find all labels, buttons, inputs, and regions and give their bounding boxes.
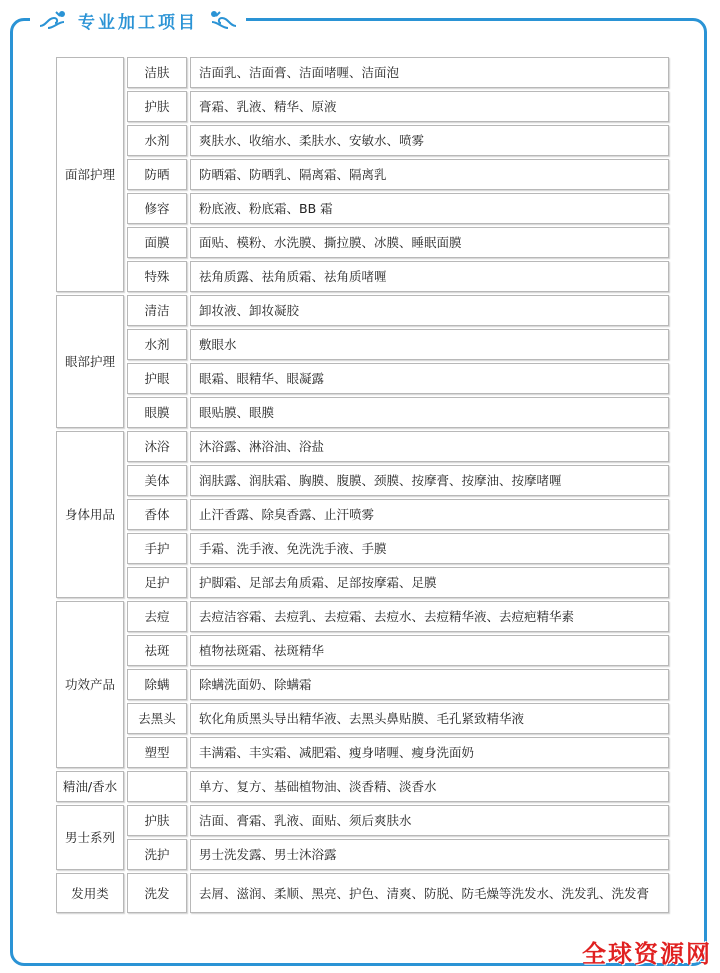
items-cell: 丰满霜、丰实霜、减肥霜、瘦身啫喱、瘦身洗面奶 (190, 737, 669, 768)
table-row (56, 805, 669, 836)
table-row (56, 431, 669, 462)
site-watermark: 全球资源网 (582, 940, 712, 968)
category-cell: 面部护理 (56, 57, 124, 292)
items-cell: 眼霜、眼精华、眼凝露 (190, 363, 669, 394)
section-header (30, 6, 246, 34)
table-row (56, 227, 669, 258)
subcategory-cell: 洗护 (127, 839, 187, 870)
subcategory-cell: 洁肤 (127, 57, 187, 88)
subcategory-cell: 修容 (127, 193, 187, 224)
table-row (56, 397, 669, 428)
items-cell: 洁面、膏霜、乳液、面贴、须后爽肤水 (190, 805, 669, 836)
subcategory-cell: 护眼 (127, 363, 187, 394)
items-cell: 粉底液、粉底霜、BB 霜 (190, 193, 669, 224)
table-row (56, 57, 669, 88)
table-row (56, 601, 669, 632)
table-row (56, 635, 669, 666)
items-cell: 单方、复方、基础植物油、淡香精、淡香水 (190, 771, 669, 802)
items-cell: 面贴、模粉、水洗膜、撕拉膜、冰膜、睡眠面膜 (190, 227, 669, 258)
category-cell: 身体用品 (56, 431, 124, 598)
table-row (56, 465, 669, 496)
table-row (56, 295, 669, 326)
table-row (56, 193, 669, 224)
subcategory-cell: 防晒 (127, 159, 187, 190)
items-cell: 卸妆液、卸妆凝胶 (190, 295, 669, 326)
subcategory-cell: 水剂 (127, 329, 187, 360)
subcategory-cell: 去黑头 (127, 703, 187, 734)
subcategory-cell: 手护 (127, 533, 187, 564)
items-cell: 润肤露、润肤霜、胸膜、腹膜、颈膜、按摩膏、按摩油、按摩啫喱 (190, 465, 669, 496)
table-row (56, 533, 669, 564)
swirl-ornament-icon (38, 8, 68, 32)
subcategory-cell: 去痘 (127, 601, 187, 632)
table-row (56, 567, 669, 598)
table-row (56, 125, 669, 156)
items-cell: 止汗香露、除臭香露、止汗喷雾 (190, 499, 669, 530)
category-cell: 男士系列 (56, 805, 124, 870)
items-cell: 祛角质露、祛角质霜、祛角质啫喱 (190, 261, 669, 292)
category-cell: 发用类 (56, 873, 124, 913)
table-row (56, 329, 669, 360)
subcategory-cell: 护肤 (127, 91, 187, 122)
items-cell: 去痘洁容霜、去痘乳、去痘霜、去痘水、去痘精华液、去痘疤精华素 (190, 601, 669, 632)
subcategory-cell: 洗发 (127, 873, 187, 913)
table-row (56, 261, 669, 292)
subcategory-cell: 沐浴 (127, 431, 187, 462)
processing-items-table-wrap (53, 54, 672, 916)
subcategory-cell: 香体 (127, 499, 187, 530)
subcategory-cell: 美体 (127, 465, 187, 496)
subcategory-cell: 水剂 (127, 125, 187, 156)
table-row (56, 771, 669, 802)
subcategory-cell: 祛斑 (127, 635, 187, 666)
table-row (56, 91, 669, 122)
items-cell: 护脚霜、足部去角质霜、足部按摩霜、足膜 (190, 567, 669, 598)
items-cell: 男士洗发露、男士沐浴露 (190, 839, 669, 870)
subcategory-cell: 特殊 (127, 261, 187, 292)
subcategory-cell: 除螨 (127, 669, 187, 700)
items-cell: 除螨洗面奶、除螨霜 (190, 669, 669, 700)
items-cell: 膏霜、乳液、精华、原液 (190, 91, 669, 122)
items-cell: 洁面乳、洁面膏、洁面啫喱、洁面泡 (190, 57, 669, 88)
subcategory-cell: 足护 (127, 567, 187, 598)
subcategory-cell: 塑型 (127, 737, 187, 768)
category-cell: 眼部护理 (56, 295, 124, 428)
items-cell: 植物祛斑霜、祛斑精华 (190, 635, 669, 666)
items-cell: 防晒霜、防晒乳、隔离霜、隔离乳 (190, 159, 669, 190)
table-row (56, 703, 669, 734)
subcategory-cell: 护肤 (127, 805, 187, 836)
page-title: 专业加工项目 (78, 12, 198, 33)
subcategory-cell: 清洁 (127, 295, 187, 326)
table-row (56, 873, 669, 913)
table-row (56, 839, 669, 870)
table-row (56, 159, 669, 190)
items-cell: 去屑、滋润、柔顺、黑亮、护色、清爽、防脱、防毛燥等洗发水、洗发乳、洗发膏 (190, 873, 669, 913)
items-cell: 敷眼水 (190, 329, 669, 360)
items-cell: 软化角质黑头导出精华液、去黑头鼻贴膜、毛孔紧致精华液 (190, 703, 669, 734)
items-cell: 手霜、洗手液、免洗洗手液、手膜 (190, 533, 669, 564)
table-row (56, 363, 669, 394)
swirl-ornament-icon (208, 8, 238, 32)
table-row (56, 499, 669, 530)
subcategory-cell (127, 771, 187, 802)
category-cell: 功效产品 (56, 601, 124, 768)
items-cell: 爽肤水、收缩水、柔肤水、安敏水、喷雾 (190, 125, 669, 156)
table-row (56, 737, 669, 768)
items-cell: 沐浴露、淋浴油、浴盐 (190, 431, 669, 462)
table-row (56, 669, 669, 700)
items-cell: 眼贴膜、眼膜 (190, 397, 669, 428)
category-cell: 精油/香水 (56, 771, 124, 802)
processing-items-table (53, 54, 672, 916)
subcategory-cell: 面膜 (127, 227, 187, 258)
subcategory-cell: 眼膜 (127, 397, 187, 428)
